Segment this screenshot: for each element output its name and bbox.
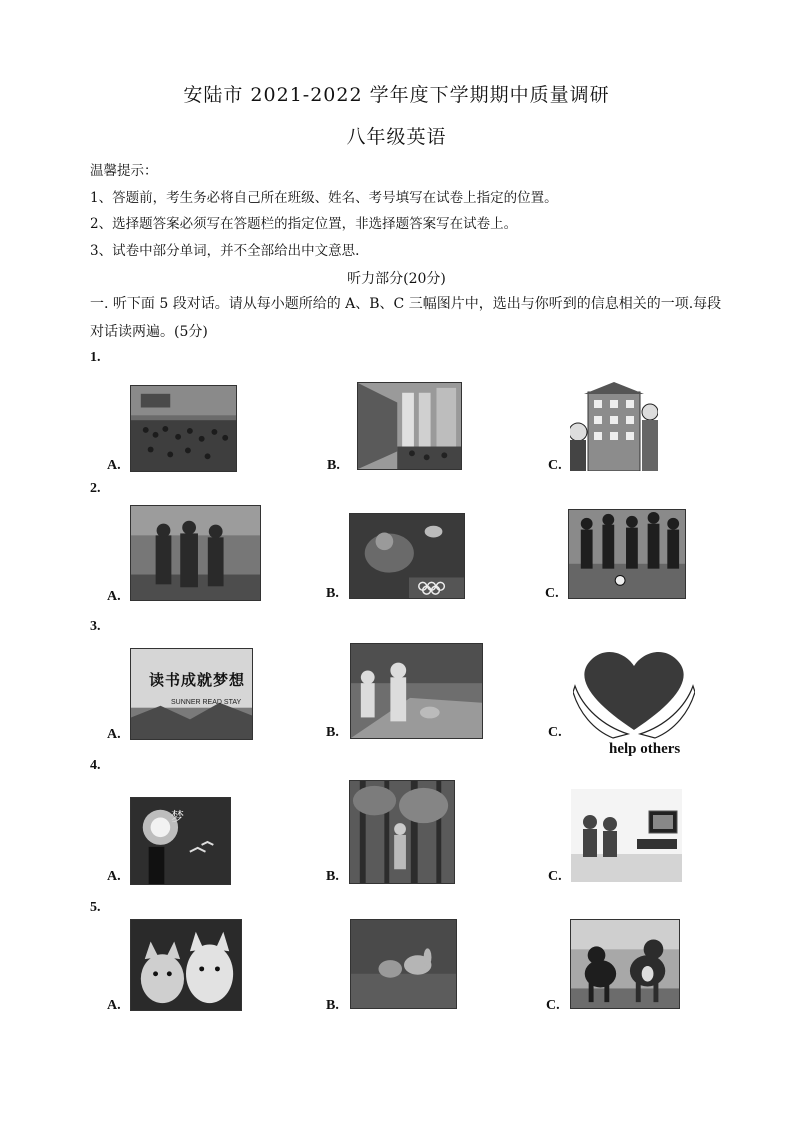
option-label: B. <box>326 869 339 884</box>
tip-line-3: 3、试卷中部分单词，并不全部给出中文意思. <box>90 243 360 259</box>
option-label: C. <box>548 458 562 473</box>
poster-subtitle: SUNNER READ STAY <box>171 699 242 706</box>
q1-option-c-school-cartoon-image <box>570 382 658 471</box>
option-label: A. <box>107 727 121 742</box>
q3-option-b-child-walking-image <box>350 643 483 739</box>
question-number: 1. <box>90 350 101 365</box>
option-label: C. <box>548 725 562 740</box>
question-number: 3. <box>90 619 101 634</box>
poster-title: 读书成就梦想 <box>149 671 246 689</box>
option-label: B. <box>326 586 339 601</box>
section-instruction-line-2: 对话读两遍。(5分) <box>90 324 208 340</box>
q2-option-c-football-image <box>568 509 686 599</box>
exam-title: 安陆市 2021-2022 学年度下学期期中质量调研 <box>183 84 610 106</box>
q1-option-a-crowd-image <box>130 385 237 472</box>
q5-option-b-rabbits-image <box>350 919 457 1009</box>
help-others-caption: help others <box>609 741 681 757</box>
tip-line-2: 2、选择题答案必须写在答题栏的指定位置，非选择题答案写在试卷上。 <box>90 216 518 232</box>
q5-option-a-cats-image <box>130 919 242 1011</box>
q4-option-a-dream-poster-image <box>130 797 231 885</box>
exam-subtitle: 八年级英语 <box>346 126 447 148</box>
q2-option-b-table-tennis-image <box>349 513 465 599</box>
tips-heading: 温馨提示： <box>90 163 158 179</box>
q3-option-a-reading-poster-image <box>130 648 253 740</box>
q5-option-c-dogs-image <box>570 919 680 1009</box>
q2-option-a-walking-people-image <box>130 505 261 601</box>
question-number: 2. <box>90 481 101 496</box>
option-label: A. <box>107 589 121 604</box>
option-label: A. <box>107 458 121 473</box>
option-label: C. <box>548 869 562 884</box>
section-instruction-line-1: 一. 听下面 5 段对话。请从每小题所给的 A、B、C 三幅图片中，选出与你听到的信息相关的一项.每段 <box>90 296 722 312</box>
option-label: A. <box>107 998 121 1013</box>
option-label: C. <box>546 998 560 1013</box>
option-label: B. <box>326 998 339 1013</box>
q4-option-c-watching-tv-image <box>571 789 682 882</box>
q3-option-c-heart-hands-image <box>573 648 695 740</box>
option-label: B. <box>327 458 340 473</box>
question-number: 5. <box>90 900 101 915</box>
option-label: C. <box>545 586 559 601</box>
dream-poster-title: 梦 <box>171 810 185 825</box>
question-number: 4. <box>90 758 101 773</box>
q4-option-b-forest-image <box>349 780 455 884</box>
section-title: 听力部分(20分) <box>347 271 446 287</box>
option-label: B. <box>326 725 339 740</box>
tip-line-1: 1、答题前，考生务必将自己所在班级、姓名、考号填写在试卷上指定的位置。 <box>90 190 558 206</box>
q1-option-b-library-image <box>357 382 462 470</box>
option-label: A. <box>107 869 121 884</box>
